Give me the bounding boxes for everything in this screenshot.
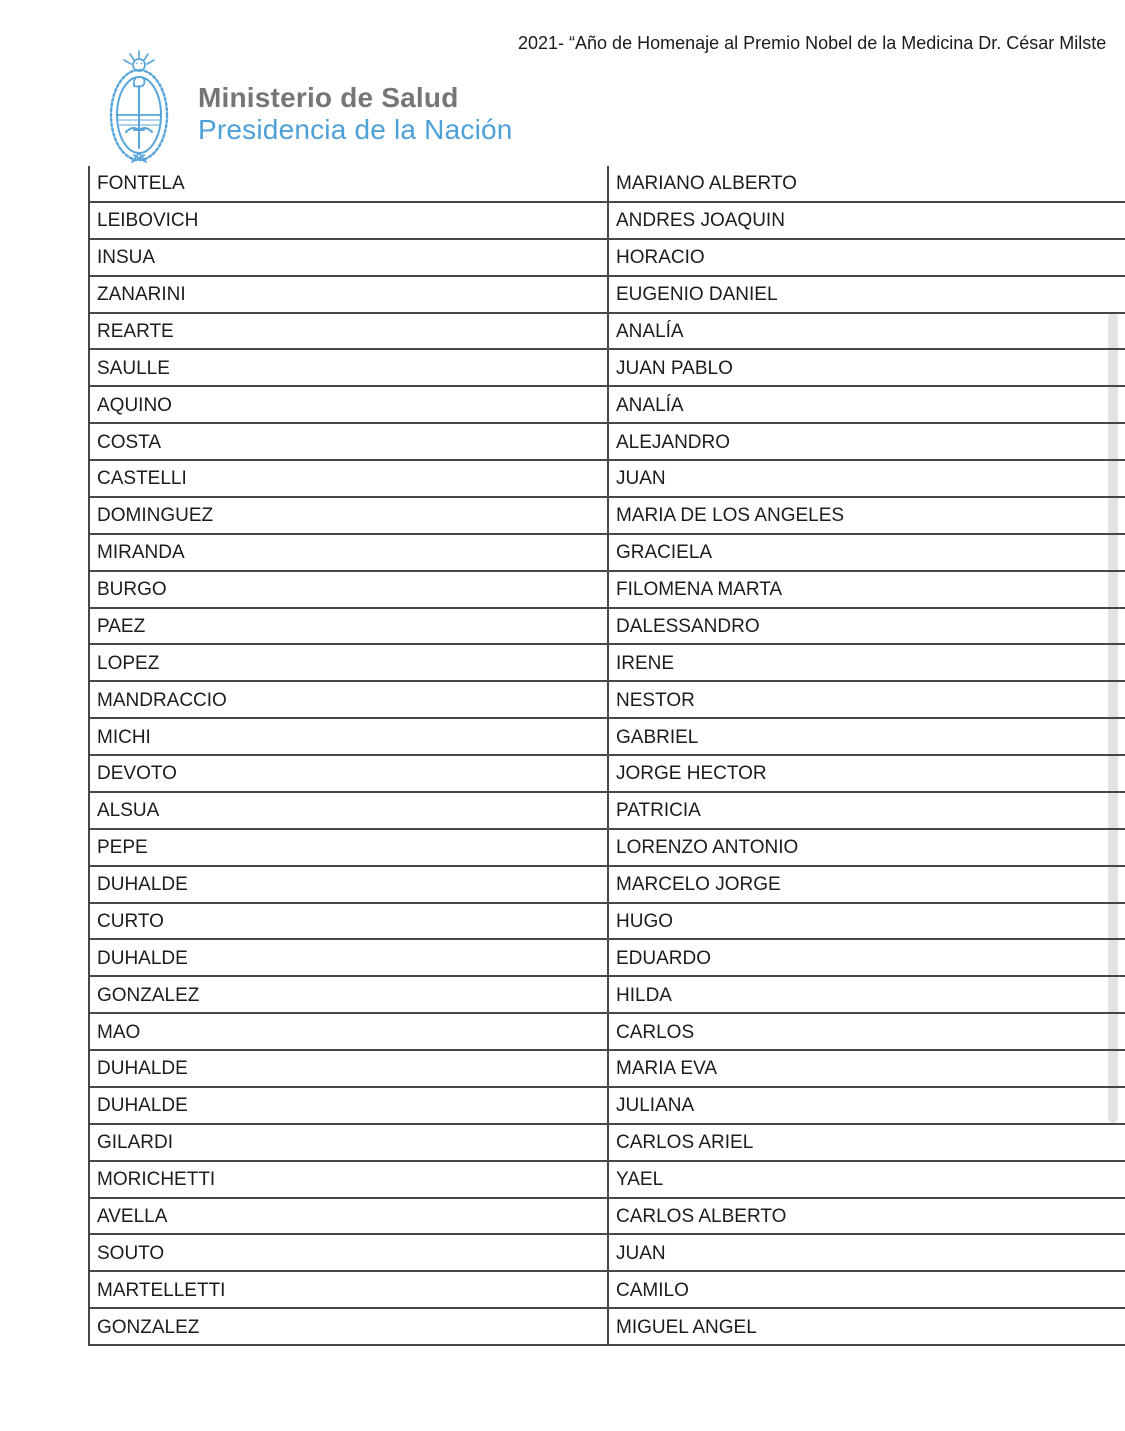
surname-cell: LOPEZ (90, 645, 609, 680)
surname-cell: LEIBOVICH (90, 203, 609, 238)
firstname-cell: HORACIO (616, 247, 705, 269)
table-row (90, 904, 1125, 941)
surname-cell: CURTO (90, 904, 609, 939)
table-row (90, 424, 1125, 461)
firstname-cell: LORENZO ANTONIO (616, 837, 799, 859)
table-row (90, 203, 1125, 240)
surname-cell: PEPE (90, 830, 609, 865)
table-row (90, 1014, 1125, 1051)
surname-cell: MAO (90, 1014, 609, 1049)
table-row (90, 645, 1125, 682)
table-row (90, 1051, 1125, 1088)
year-legend-text: 2021- “Año de Homenaje al Premio Nobel de la Medicina Dr. César Milste (518, 33, 1107, 53)
surname-cell: DUHALDE (90, 1088, 609, 1123)
surname-cell: MARTELLETTI (90, 1272, 609, 1307)
table-row (90, 867, 1125, 904)
surname-cell: BURGO (90, 572, 609, 607)
surname-cell: DOMINGUEZ (90, 498, 609, 533)
surname-cell: REARTE (90, 314, 609, 349)
surname-cell: MANDRACCIO (90, 682, 609, 717)
table-row (90, 240, 1125, 277)
table-row (90, 1309, 1125, 1346)
table-row (90, 830, 1125, 867)
table-row (90, 535, 1125, 572)
surname-cell: GONZALEZ (90, 1309, 609, 1344)
firstname-cell: HILDA (616, 984, 672, 1006)
surname-cell: PAEZ (90, 609, 609, 644)
table-row (90, 350, 1125, 387)
surname-cell: INSUA (90, 240, 609, 275)
table-row (90, 1272, 1125, 1309)
firstname-cell: JORGE HECTOR (616, 763, 767, 785)
table-row (90, 277, 1125, 314)
surname-cell: MICHI (90, 719, 609, 754)
firstname-cell: CARLOS ALBERTO (616, 1205, 787, 1227)
table-row (90, 461, 1125, 498)
surname-cell: DUHALDE (90, 940, 609, 975)
surname-cell: GONZALEZ (90, 977, 609, 1012)
surname-cell: MIRANDA (90, 535, 609, 570)
firstname-cell: MARIANO ALBERTO (616, 173, 797, 195)
table-row (90, 572, 1125, 609)
firstname-cell: MARCELO JORGE (616, 874, 781, 896)
firstname-cell: JULIANA (616, 1095, 695, 1117)
table-row (90, 793, 1125, 830)
table-row (90, 756, 1125, 793)
firstname-cell: EUGENIO DANIEL (616, 284, 778, 306)
firstname-cell: CARLOS ARIEL (616, 1132, 754, 1154)
surname-cell: ALSUA (90, 793, 609, 828)
surname-cell: CASTELLI (90, 461, 609, 496)
surname-cell: DEVOTO (90, 756, 609, 791)
table-row (90, 1125, 1125, 1162)
table-row (90, 1088, 1125, 1125)
firstname-cell: JUAN (616, 468, 666, 490)
firstname-cell: ANALÍA (616, 320, 684, 342)
table-row (90, 314, 1125, 351)
firstname-cell: FILOMENA MARTA (616, 579, 783, 601)
firstname-cell: ALEJANDRO (616, 431, 731, 453)
table-row (90, 940, 1125, 977)
firstname-cell: ANDRES JOAQUIN (616, 210, 785, 232)
surname-cell: ZANARINI (90, 277, 609, 312)
surname-cell: COSTA (90, 424, 609, 459)
table-row (90, 387, 1125, 424)
surname-cell: DUHALDE (90, 867, 609, 902)
table-row (90, 166, 1125, 203)
ministry-title: Ministerio de Salud (198, 82, 459, 113)
surname-cell: AVELLA (90, 1199, 609, 1234)
firstname-cell: NESTOR (616, 689, 695, 711)
presidency-subtitle: Presidencia de la Nación (198, 114, 513, 146)
surname-cell: MORICHETTI (90, 1162, 609, 1197)
ministry-logo-text (198, 50, 513, 146)
firstname-cell: YAEL (616, 1169, 664, 1191)
firstname-cell: GRACIELA (616, 542, 713, 564)
firstname-cell: ANALÍA (616, 394, 684, 416)
firstname-cell: IRENE (616, 652, 675, 674)
ministry-logo (104, 50, 513, 168)
surname-cell: GILARDI (90, 1125, 609, 1160)
table-row (90, 682, 1125, 719)
argentina-coat-of-arms-icon (104, 50, 174, 168)
surname-cell: AQUINO (90, 387, 609, 422)
names-table-body (88, 166, 1125, 1346)
table-row (90, 498, 1125, 535)
firstname-cell: HUGO (616, 910, 673, 932)
firstname-cell: CAMILO (616, 1279, 689, 1301)
surname-cell: SAULLE (90, 350, 609, 385)
firstname-cell: MIGUEL ANGEL (616, 1316, 757, 1338)
table-row (90, 609, 1125, 646)
table-row (90, 1199, 1125, 1236)
firstname-cell: MARIA EVA (616, 1058, 718, 1080)
surname-cell: SOUTO (90, 1235, 609, 1270)
surname-cell: FONTELA (90, 166, 609, 201)
surname-cell: DUHALDE (90, 1051, 609, 1086)
firstname-cell: MARIA DE LOS ANGELES (616, 505, 845, 527)
firstname-cell: EDUARDO (616, 947, 712, 969)
firstname-cell: CARLOS (616, 1021, 695, 1043)
table-row (90, 1235, 1125, 1272)
table-row (90, 977, 1125, 1014)
firstname-cell: PATRICIA (616, 800, 701, 822)
firstname-cell: JUAN PABLO (616, 357, 733, 379)
firstname-cell: JUAN (616, 1242, 666, 1264)
firstname-cell: DALESSANDRO (616, 615, 760, 637)
table-row (90, 719, 1125, 756)
firstname-cell: GABRIEL (616, 726, 699, 748)
table-row (90, 1162, 1125, 1199)
